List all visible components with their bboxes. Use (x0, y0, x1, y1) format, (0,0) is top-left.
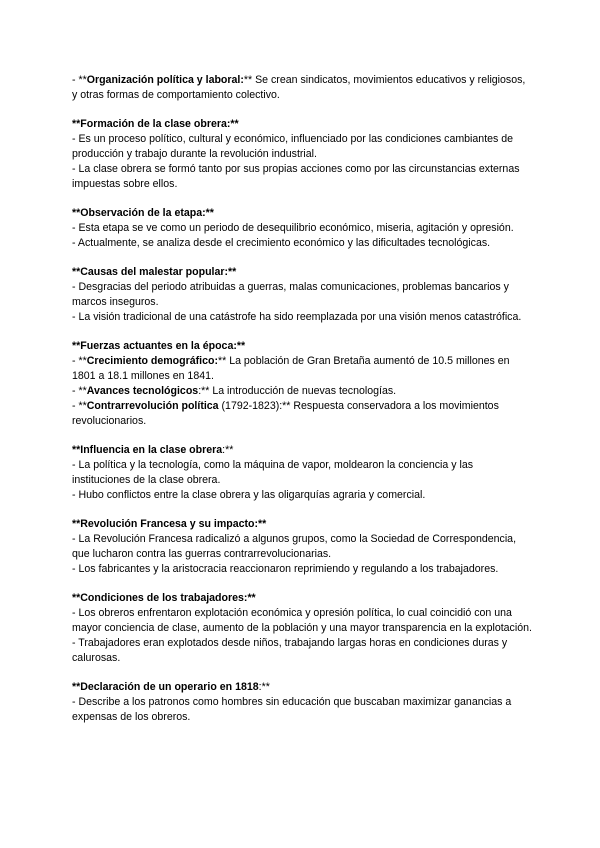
bullet-text: (1792-1823):** Respuesta conservadora a los movimientos revolucionarios. (72, 400, 499, 427)
section-causas (72, 265, 532, 325)
heading-close-marks: :** (222, 444, 234, 456)
section-heading (72, 443, 532, 458)
bullet-text: ** La población de Gran Bretaña aumentó de 10.5 millones en 1801 a 18.1 millones en 1841. (72, 355, 510, 382)
bullet-prefix: - ** (72, 385, 87, 397)
heading-close-marks: ** (205, 207, 214, 219)
intro-prefix: - ** (72, 74, 87, 86)
bullet-item: - Los fabricantes y la aristocracia reaccionaron reprimiendo y regulando a los trabajadores. (72, 563, 499, 575)
section-formacion (72, 117, 532, 192)
heading-open-marks: ** (72, 266, 81, 278)
intro-bold-term: Organización política y laboral: (86, 74, 244, 86)
bullet-item: - La clase obrera se formó tanto por sus propias acciones como por las circunstancias externas impuestas sobre ellos. (72, 163, 520, 190)
section-heading (72, 206, 532, 221)
heading-text: Observación de la etapa: (80, 207, 206, 219)
document-page (72, 73, 532, 739)
heading-open-marks: ** (72, 207, 81, 219)
heading-close-marks: ** (236, 340, 246, 352)
bullet-item (72, 399, 532, 429)
section-heading (72, 680, 532, 695)
bullet-bold-term: Crecimiento demográfico: (86, 355, 218, 367)
heading-close-marks: ** (228, 266, 237, 278)
bullet-bold-term: Avances tecnológicos (86, 385, 199, 397)
section-heading (72, 591, 532, 606)
heading-text: Declaración de un operario en 1818 (80, 681, 259, 693)
section-revolucion (72, 517, 532, 577)
section-influencia (72, 443, 532, 503)
heading-text: Condiciones de los trabajadores: (80, 592, 248, 604)
heading-close-marks: ** (247, 592, 256, 604)
bullet-item: - La política y la tecnología, como la máquina de vapor, moldearon la conciencia y las instituciones de la clase obrera. (72, 459, 474, 486)
bullet-item (72, 384, 532, 399)
bullet-item (72, 354, 532, 384)
heading-text: Revolución Francesa y su impacto: (80, 518, 259, 530)
intro-section (72, 73, 532, 103)
section-heading (72, 339, 532, 354)
section-observacion (72, 206, 532, 251)
heading-open-marks: ** (72, 340, 81, 352)
section-heading (72, 517, 532, 532)
bullet-item: - Hubo conflictos entre la clase obrera y las oligarquías agraria y comercial. (72, 489, 426, 501)
intro-bullet (72, 73, 532, 103)
heading-text: Causas del malestar popular: (80, 266, 229, 278)
bullet-item: - Los obreros enfrentaron explotación económica y opresión política, lo cual coincidió con una mayor conciencia de clase, aumento de la población y una mayor transparencia en la explotación. (72, 607, 532, 634)
bullet-text: :** La introducción de nuevas tecnologías. (198, 385, 397, 397)
heading-open-marks: ** (72, 592, 81, 604)
intro-text: ** Se crean sindicatos, movimientos educativos y religiosos, y otras formas de comportamiento colectivo. (72, 74, 526, 101)
heading-open-marks: ** (72, 118, 81, 130)
bullet-item: - Es un proceso político, cultural y económico, influenciado por las condiciones cambiantes de producción y trabajo durante la revolución industrial. (72, 133, 514, 160)
heading-open-marks: ** (72, 444, 81, 456)
heading-open-marks: ** (72, 681, 81, 693)
section-condiciones (72, 591, 532, 666)
bullet-item: - Actualmente, se analiza desde el crecimiento económico y las dificultades tecnológicas. (72, 237, 491, 249)
bullet-prefix: - ** (72, 355, 87, 367)
section-declaracion (72, 680, 532, 725)
bullet-prefix: - ** (72, 400, 87, 412)
section-heading (72, 117, 532, 132)
bullet-item: - Esta etapa se ve como un periodo de desequilibrio económico, miseria, agitación y opresión. (72, 222, 514, 234)
bullet-bold-term: Contrarrevolución política (86, 400, 219, 412)
heading-close-marks: ** (258, 518, 267, 530)
bullet-item: - La Revolución Francesa radicalizó a algunos grupos, como la Sociedad de Correspondencia, que lucharon contra las guerras contrarrevolucionarias. (72, 533, 517, 560)
section-heading (72, 265, 532, 280)
heading-close-marks: :** (258, 681, 270, 693)
bullet-item: - Desgracias del periodo atribuidas a guerras, malas comunicaciones, problemas bancarios y marcos inseguros. (72, 281, 509, 308)
heading-close-marks: ** (230, 118, 239, 130)
heading-text: Formación de la clase obrera: (80, 118, 231, 130)
section-fuerzas (72, 339, 532, 429)
heading-text: Fuerzas actuantes en la época: (80, 340, 237, 352)
bullet-item: - Describe a los patronos como hombres sin educación que buscaban maximizar ganancias a expensas de los obreros. (72, 696, 512, 723)
heading-text: Influencia en la clase obrera (80, 444, 223, 456)
heading-open-marks: ** (72, 518, 81, 530)
bullet-item: - Trabajadores eran explotados desde niños, trabajando largas horas en condiciones duras y calurosas. (72, 637, 508, 664)
bullet-item: - La visión tradicional de una catástrofe ha sido reemplazada por una visión menos catastrófica. (72, 311, 522, 323)
